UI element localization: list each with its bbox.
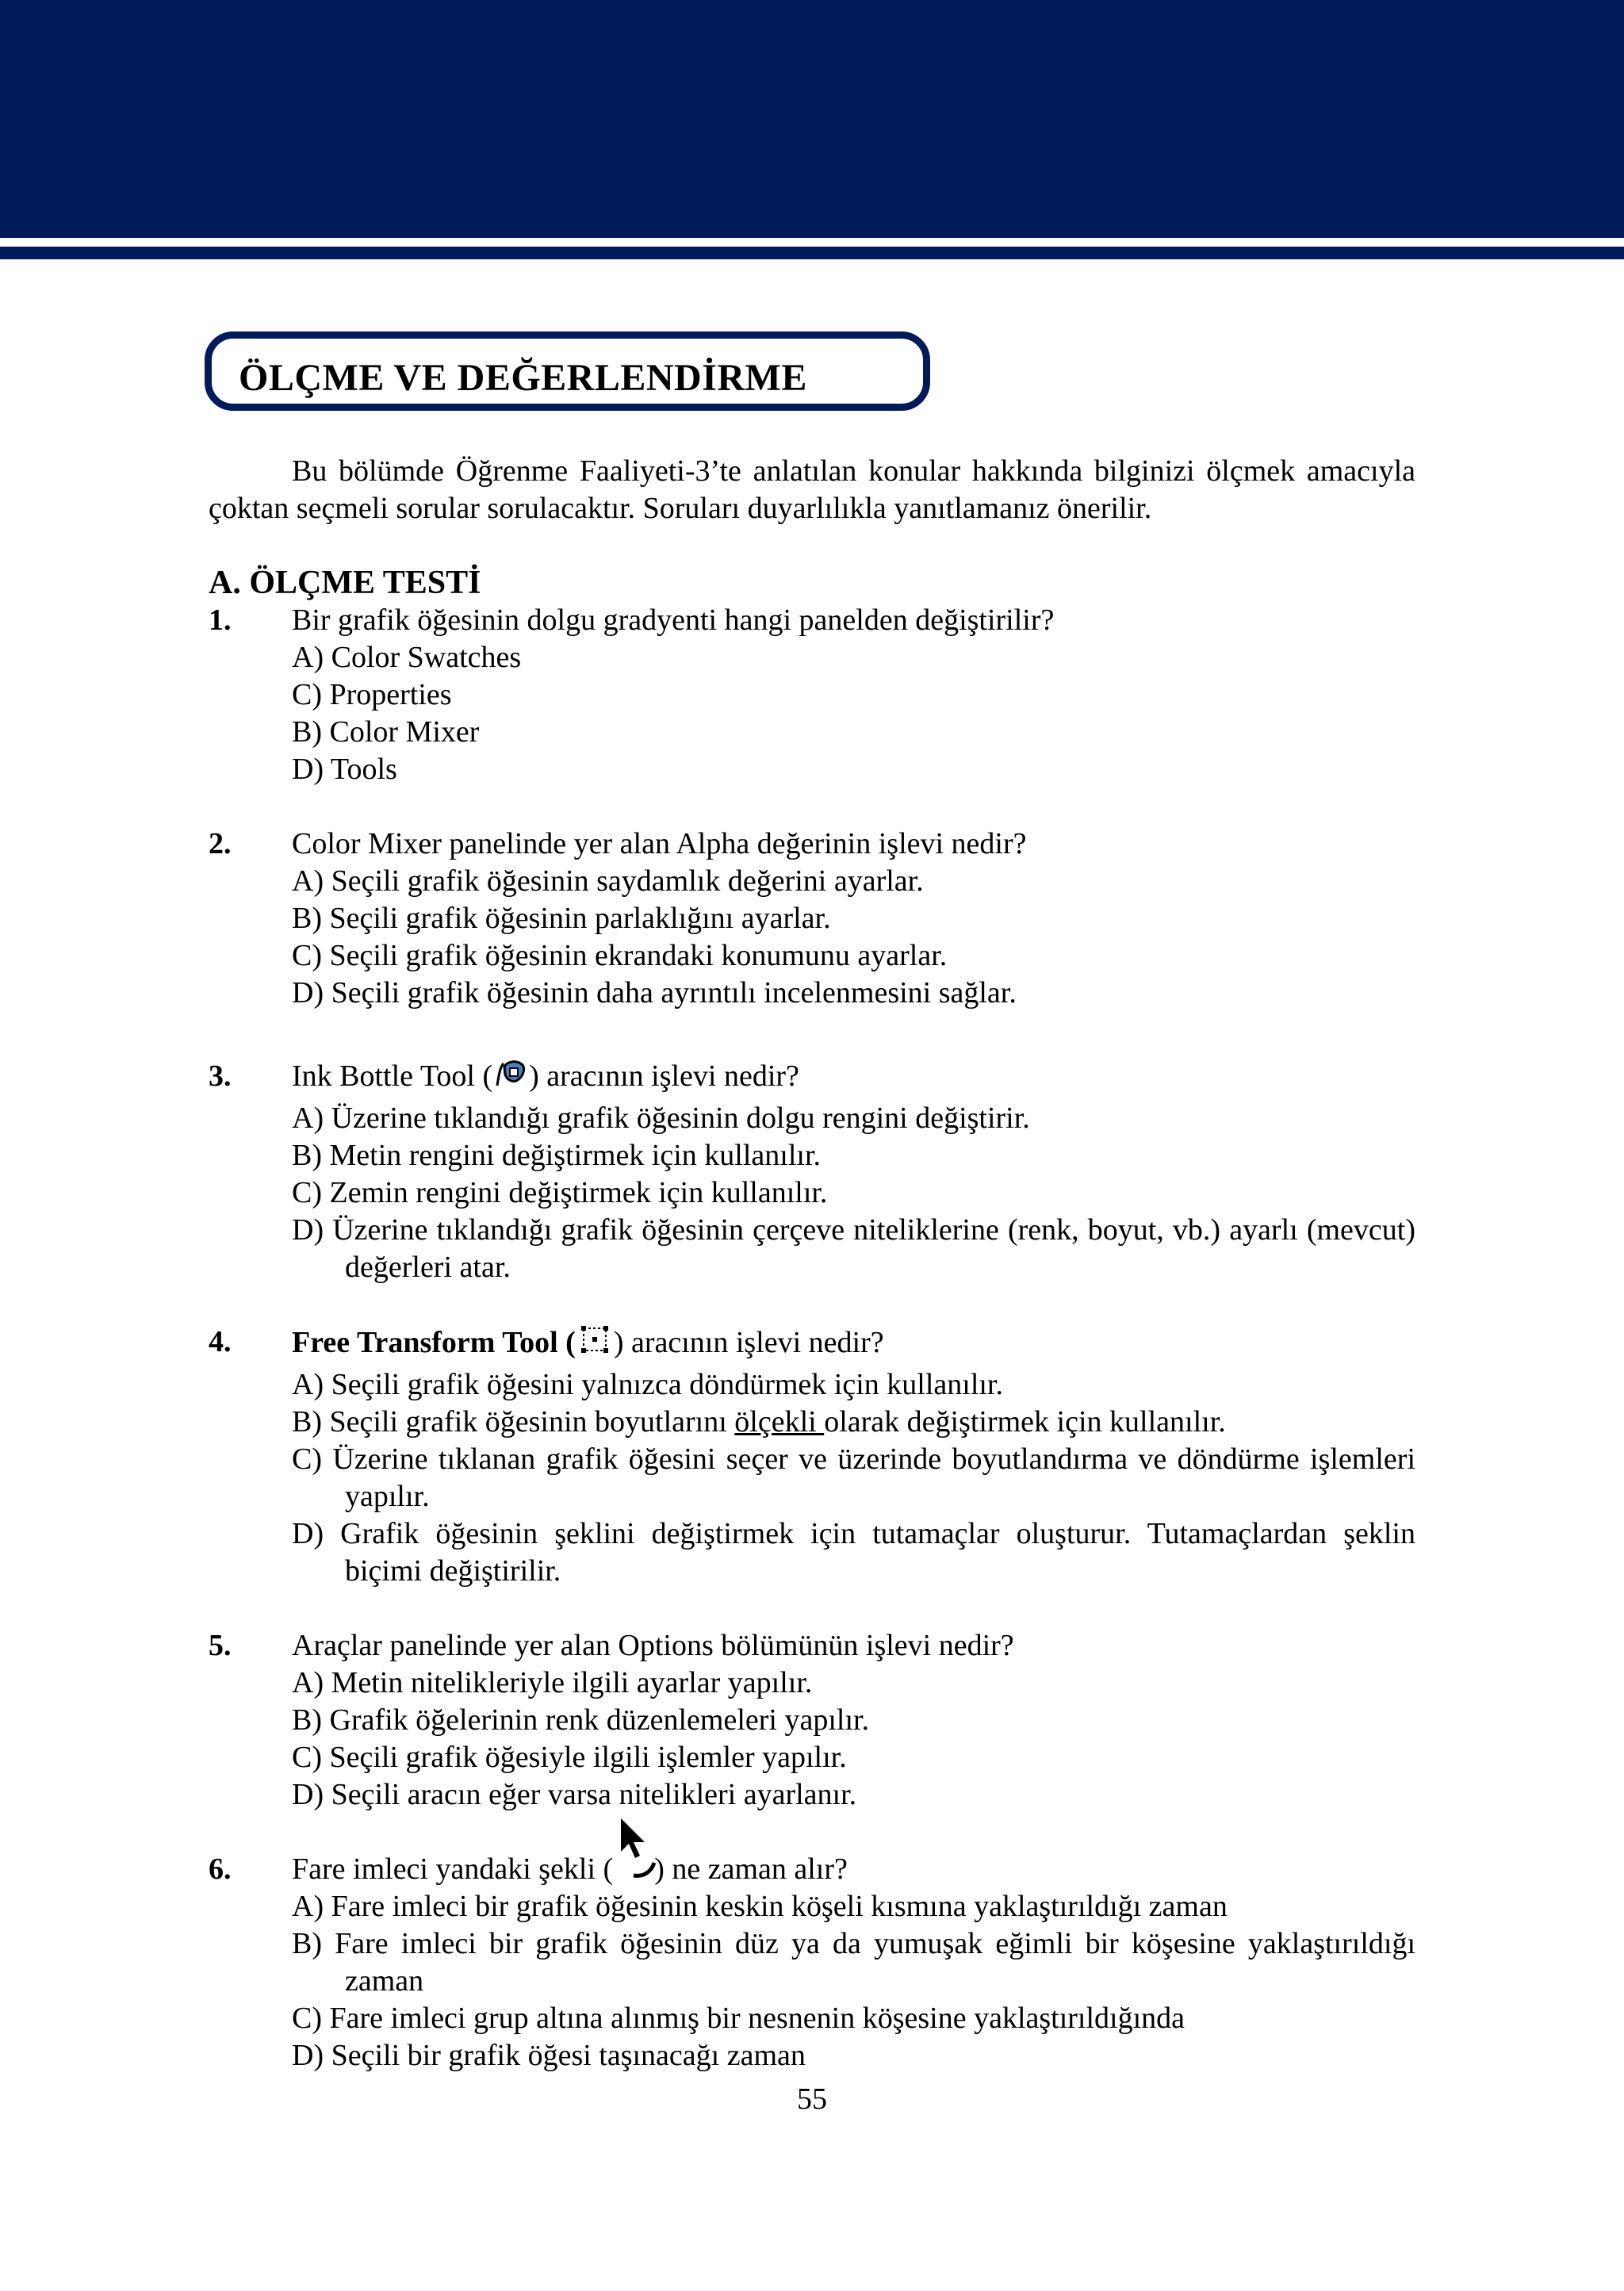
curve-cursor-icon (615, 1858, 653, 1882)
question-number: 2. (209, 827, 232, 860)
option-a: A) Seçili grafik öğesini yalnızca döndürmek için kullanılır. (292, 1368, 1003, 1401)
option-d: D) Tools (292, 753, 397, 786)
underlined-term: ölçekli (734, 1405, 825, 1439)
option-b: B) Metin rengini değiştirmek için kullanılır. (292, 1139, 822, 1172)
question-4 (209, 1324, 1415, 1590)
header-stripe (0, 247, 1624, 259)
question-number: 1. (209, 603, 232, 637)
ink-bottle-icon (494, 1059, 527, 1100)
question-number: 6. (209, 1852, 232, 1886)
option-a: A) Color Swatches (292, 641, 522, 674)
question-text: Bir grafik öğesinin dolgu gradyenti hangi panelden değiştirilir? (292, 603, 1055, 637)
option-a: A) Üzerine tıklandığı grafik öğesinin dolgu rengini değiştirir. (292, 1101, 1030, 1135)
option-b: B) Seçili grafik öğesinin parlaklığını ayarlar. (292, 902, 831, 935)
question-number: 5. (209, 1629, 232, 1662)
question-number: 4. (209, 1325, 232, 1358)
page-number: 55 (797, 2082, 827, 2116)
option-d: D) Seçili grafik öğesinin daha ayrıntılı incelenmesini sağlar. (292, 976, 1017, 1009)
option-d: D) Seçili bir grafik öğesi taşınacağı zaman (292, 2039, 806, 2072)
question-text: Araçlar panelinde yer alan Options bölümünün işlevi nedir? (292, 1629, 1014, 1662)
question-1 (209, 602, 1415, 788)
free-transform-icon (577, 1324, 612, 1366)
header-band (0, 0, 1624, 238)
question-text: Color Mixer panelinde yer alan Alpha değerinin işlevi nedir? (292, 827, 1027, 860)
page-content (209, 453, 1415, 2075)
option-c: C) Seçili grafik öğesiyle ilgili işlemler yapılır. (292, 1741, 847, 1774)
option-c: C) Seçili grafik öğesinin ekrandaki konumunu ayarlar. (292, 939, 948, 972)
option-b: B) Seçili grafik öğesinin boyutlarını ölçekli olarak değiştirmek için kullanılır. (292, 1405, 1226, 1439)
option-b: B) Color Mixer (292, 715, 480, 749)
question-text: Ink Bottle Tool ( ) aracının işlevi nedir? (292, 1058, 1415, 1100)
question-text: Fare imleci yandaki şekli ( ) ne zaman alır? (292, 1851, 1415, 1888)
option-b: B) Fare imleci bir grafik öğesinin düz ya da yumuşak eğimli bir köşesine yaklaştırıldığı zaman (292, 1927, 1415, 1998)
test-heading: A. ÖLÇME TESTİ (209, 565, 481, 601)
question-text: Free Transform Tool ( ) aracının işlevi nedir? (292, 1324, 1415, 1366)
option-a: A) Seçili grafik öğesinin saydamlık değerini ayarlar. (292, 864, 924, 898)
option-b: B) Grafik öğelerinin renk düzenlemeleri yapılır. (292, 1703, 870, 1737)
option-d: D) Seçili aracın eğer varsa nitelikleri ayarlanır. (292, 1778, 857, 1811)
option-d: D) Üzerine tıklandığı grafik öğesinin çerçeve niteliklerine (renk, boyut, vb.) ayarlı (mevcut) değerleri atar. (292, 1213, 1415, 1284)
option-a: A) Fare imleci bir grafik öğesinin keskin köşeli kısmına yaklaştırıldığı zaman (292, 1890, 1228, 1923)
question-2 (209, 826, 1415, 1012)
question-5 (209, 1627, 1415, 1814)
option-c: C) Üzerine tıklanan grafik öğesini seçer ve üzerinde boyutlandırma ve döndürme işlemleri yapılır. (292, 1442, 1415, 1513)
option-a: A) Metin nitelikleriyle ilgili ayarlar yapılır. (292, 1666, 813, 1699)
question-number: 3. (209, 1059, 232, 1093)
option-c: C) Fare imleci grup altına alınmış bir nesnenin köşesine yaklaştırıldığında (292, 2002, 1185, 2035)
option-c: C) Properties (292, 678, 452, 711)
section-title: ÖLÇME VE DEĞERLENDİRME (239, 357, 807, 399)
option-c: C) Zemin rengini değiştirmek için kullanılır. (292, 1176, 828, 1209)
question-3 (209, 1058, 1415, 1286)
option-d: D) Grafik öğesinin şeklini değiştirmek için tutamaçlar oluşturur. Tutamaçlardan şeklin biçimi değiştirilir. (292, 1517, 1415, 1588)
question-6 (209, 1851, 1415, 2075)
section-title-box (205, 331, 930, 411)
intro-paragraph: Bu bölümde Öğrenme Faaliyeti-3’te anlatılan konular hakkında bilginizi ölçmek amacıyla çoktan seçmeli sorular sorulacaktır. Soruları duyarlılıkla yanıtlamanız önerilir. (209, 454, 1415, 525)
